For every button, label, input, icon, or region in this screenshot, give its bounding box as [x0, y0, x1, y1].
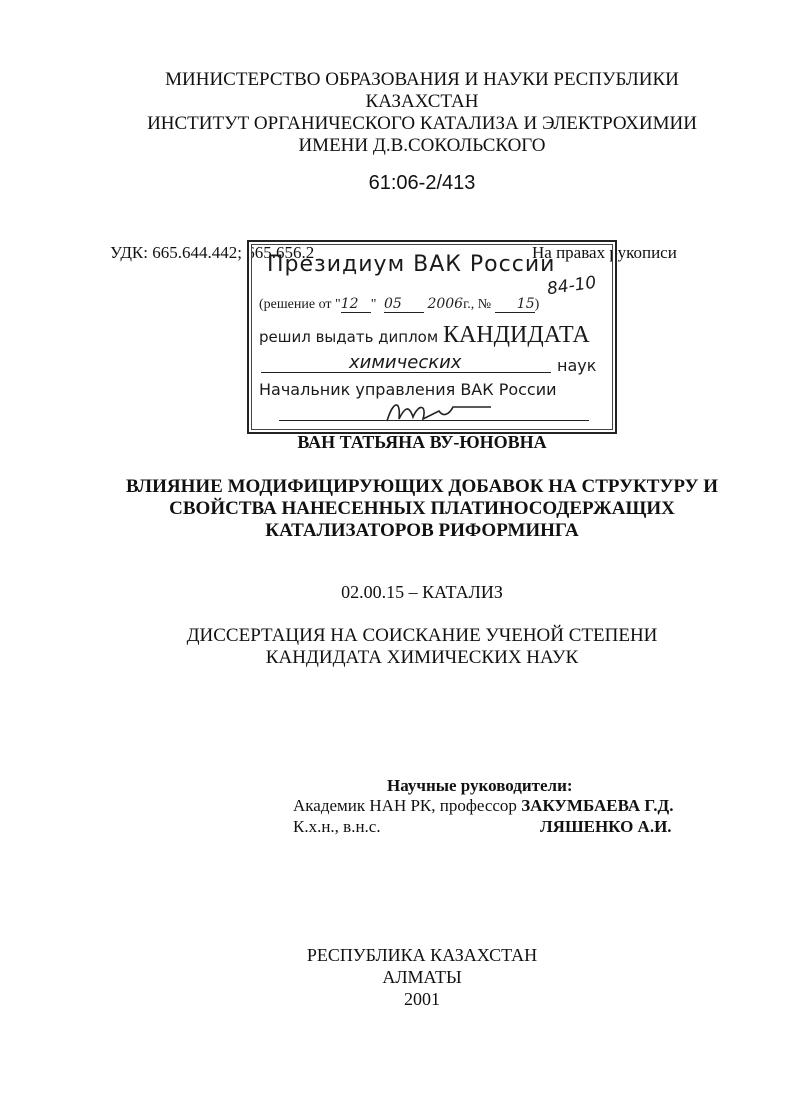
stamp-number: 15: [495, 296, 535, 313]
title-line-2: СВОЙСТВА НАНЕСЕННЫХ ПЛАТИНОСОДЕРЖАЩИХ: [169, 498, 675, 519]
stamp-granted: решил выдать диплом КАНДИДАТА: [259, 322, 590, 348]
supervisor-1: Академик НАН РК, профессор ЗАКУМБАЕВА Г.Д.: [293, 796, 674, 815]
stamp-handwritten-number: 84-10: [545, 272, 598, 300]
stamp-decision: (решение от "12 " 05 2006г., № 15): [259, 296, 540, 312]
stamp-year: 2006: [427, 296, 464, 312]
institute-line-1: ИНСТИТУТ ОРГАНИЧЕСКОГО КАТАЛИЗА И ЭЛЕКТРОХИМИИ: [147, 113, 697, 134]
title-line-1: ВЛИЯНИЕ МОДИФИЦИРУЮЩИХ ДОБАВОК НА СТРУКТУРУ И: [125, 476, 719, 497]
supervisor-2-title: К.х.н., в.н.с.: [293, 817, 381, 836]
udk-code: УДК: 665.644.442; 665.656.2: [110, 243, 315, 262]
stamp-field: химических: [349, 352, 462, 373]
stamp-title: Президиум ВАК России: [267, 252, 556, 277]
supervisor-1-name: ЗАКУМБАЕВА Г.Д.: [521, 796, 674, 815]
specialty: 02.00.15 – КАТАЛИЗ: [341, 582, 503, 602]
stamp-degree: КАНДИДАТА: [442, 322, 590, 348]
stamp-official: Начальник управления ВАК России: [259, 380, 557, 399]
signature-icon: [379, 397, 499, 425]
stamp-field-suffix: наук: [557, 356, 597, 375]
footer-year: 2001: [404, 989, 440, 1009]
stamp-day: 12: [341, 296, 371, 313]
ministry-line-1: МИНИСТЕРСТВО ОБРАЗОВАНИЯ И НАУКИ РЕСПУБЛИКИ: [165, 69, 679, 90]
footer-city: АЛМАТЫ: [382, 967, 462, 987]
title-line-3: КАТАЛИЗАТОРОВ РИФОРМИНГА: [265, 520, 579, 541]
footer-country: РЕСПУБЛИКА КАЗАХСТАН: [306, 945, 538, 965]
rights-note: На правах рукописи: [532, 243, 677, 262]
supervisors-heading: Научные руководители:: [387, 776, 573, 795]
supervisor-2-name: ЛЯШЕНКО А.И.: [540, 817, 672, 836]
institute-line-2: ИМЕНИ Д.В.СОКОЛЬСКОГО: [298, 135, 546, 156]
stamp-month: 05: [384, 296, 424, 313]
degree-line-2: КАНДИДАТА ХИМИЧЕСКИХ НАУК: [265, 647, 579, 668]
vak-stamp: [247, 240, 617, 434]
catalog-number: 61:06-2/413: [368, 172, 476, 194]
author-name: ВАН ТАТЬЯНА ВУ-ЮНОВНА: [297, 432, 547, 452]
ministry-line-2: КАЗАХСТАН: [365, 91, 479, 112]
degree-line-1: ДИССЕРТАЦИЯ НА СОИСКАНИЕ УЧЕНОЙ СТЕПЕНИ: [186, 625, 658, 646]
